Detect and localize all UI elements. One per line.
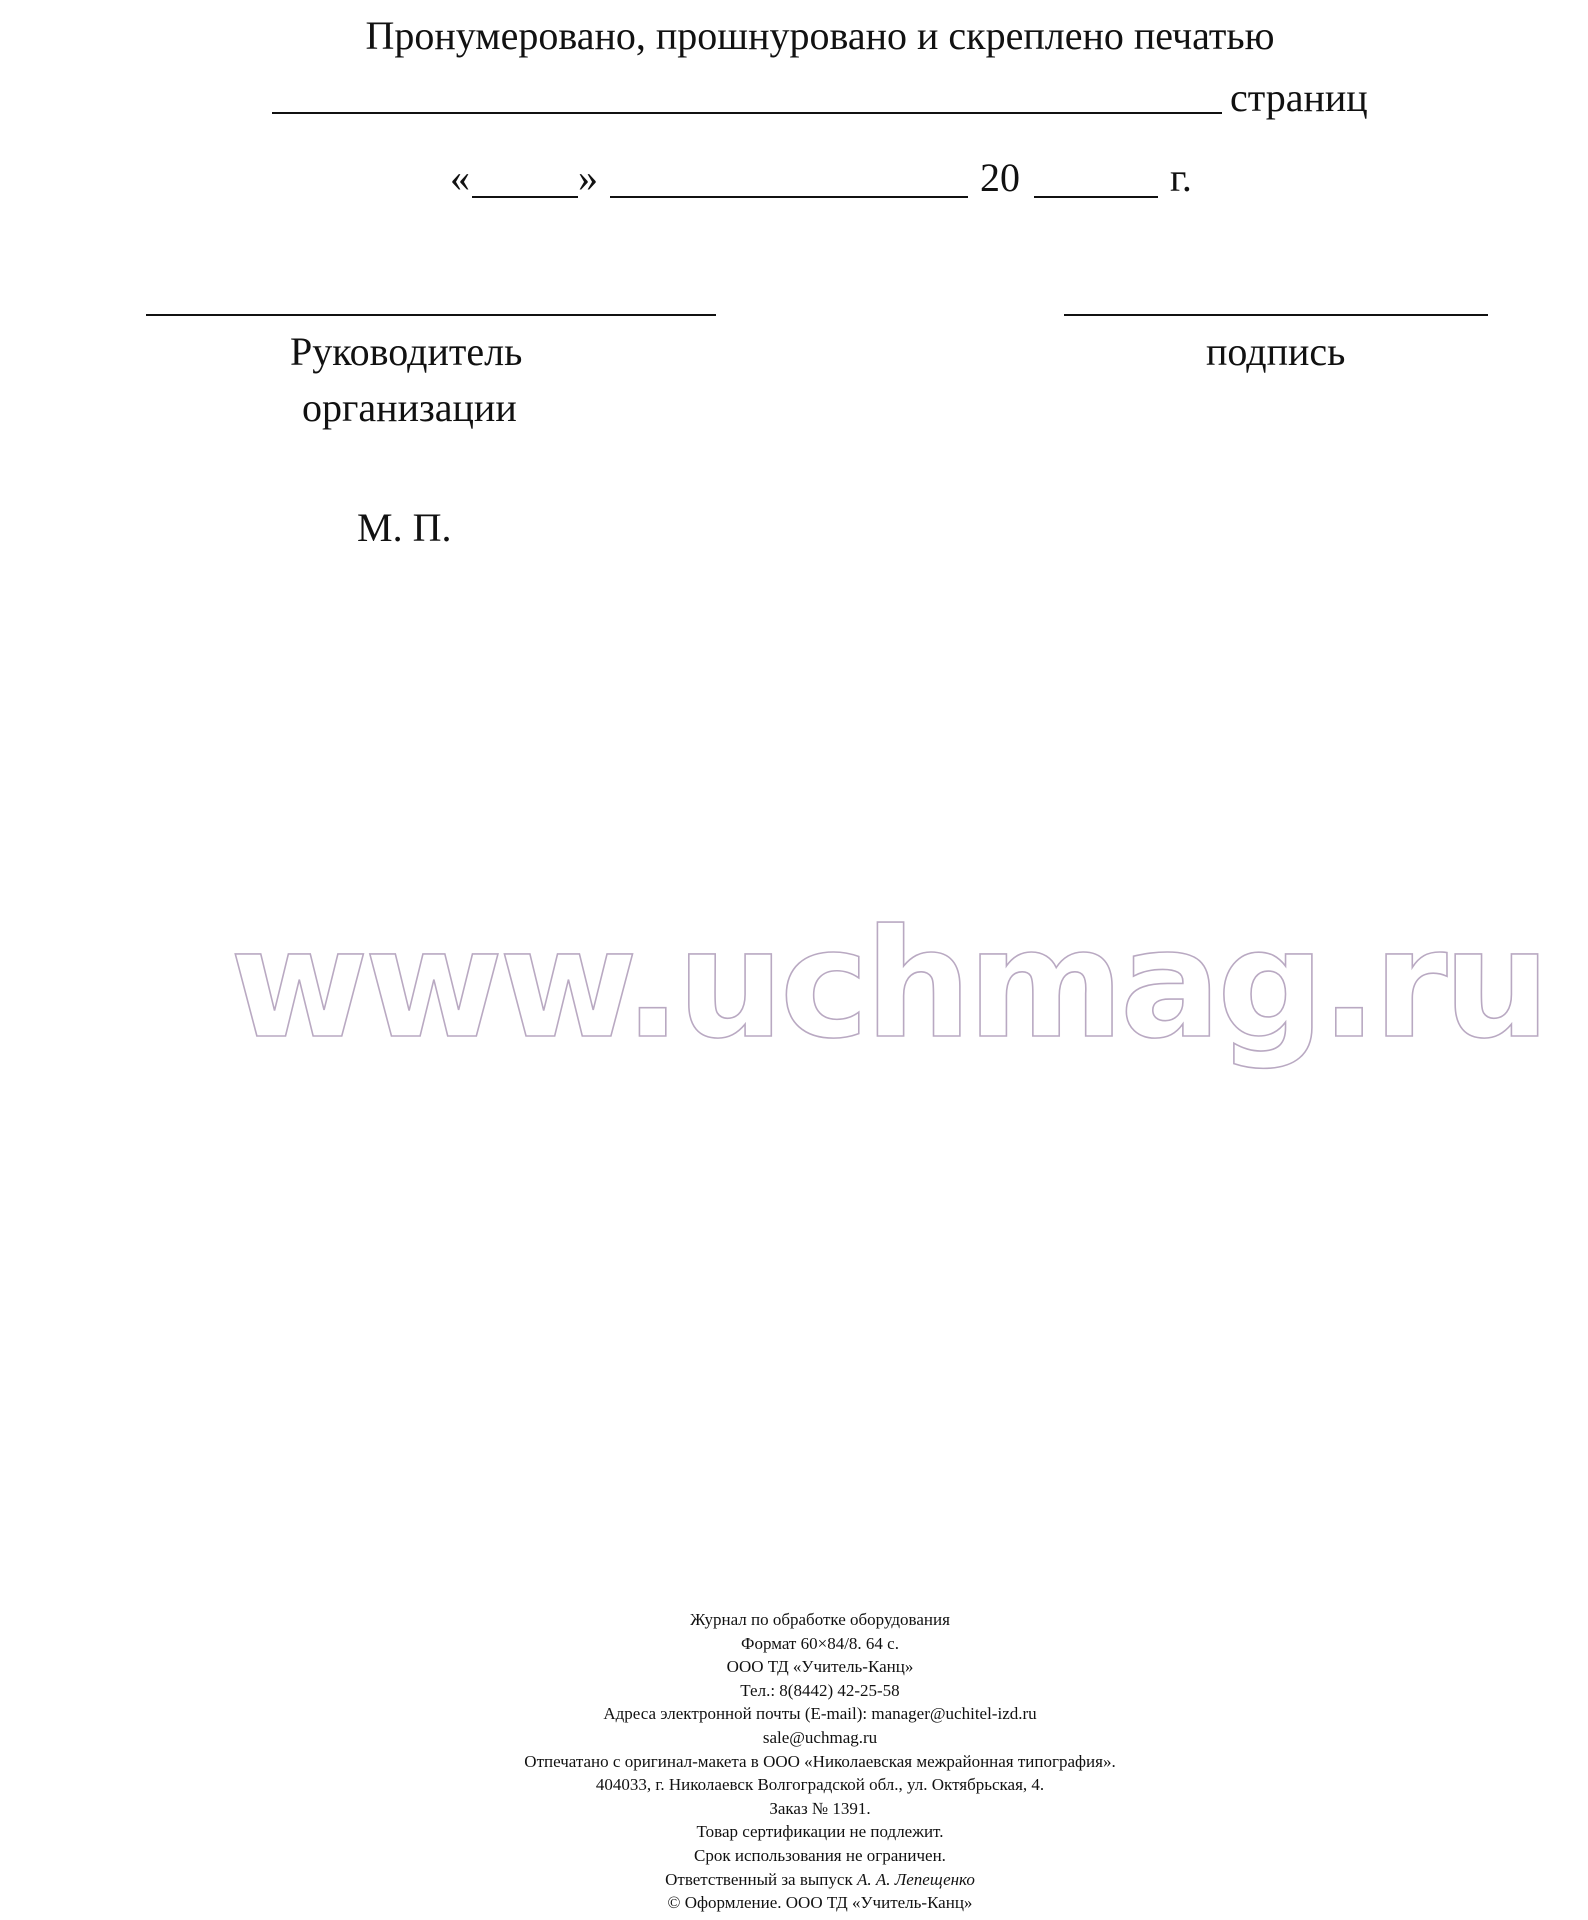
imprint-line: Заказ № 1391. (769, 1798, 871, 1818)
imprint-responsible (0, 1868, 1588, 1892)
watermark: www.uchmag.ru (230, 898, 1547, 1072)
year-suffix: г. (1170, 155, 1192, 200)
imprint-line: Тел.: 8(8442) 42-25-58 (740, 1680, 900, 1700)
head-label-line1: Руководитель (290, 329, 523, 374)
imprint-line: 404033, г. Николаевск Волгоградской обл., ул. Октябрьская, 4. (595, 1775, 1045, 1795)
head-of-organization-label (290, 329, 570, 430)
month-blank-line (610, 196, 968, 198)
responsible-prefix: Ответственный за выпуск (665, 1869, 853, 1889)
stamp-place-label: М. П. (357, 505, 452, 550)
date-open-quote: « (450, 155, 470, 200)
imprint-line: ООО ТД «Учитель-Канц» (726, 1657, 914, 1677)
responsible-name: А. А. Лепещенко (856, 1869, 975, 1889)
day-blank-line (472, 196, 578, 198)
date-close-quote: » (578, 155, 598, 200)
imprint-block (0, 1608, 1588, 1915)
imprint-line: Срок использования не ограничен. (694, 1845, 946, 1865)
imprint-line: Товар сертификации не подлежит. (696, 1822, 944, 1842)
signature-line (1064, 314, 1488, 316)
imprint-line: Отпечатано с оригинал-макета в ООО «Николаевская межрайонная типография». (524, 1751, 1116, 1771)
head-signature-line (146, 314, 716, 316)
imprint-line: Адреса электронной почты (E-mail): manager@uchitel-izd.ru (603, 1704, 1037, 1724)
year-blank-line (1034, 196, 1158, 198)
date-row (0, 155, 1588, 208)
pages-count-blank-line (272, 112, 1222, 114)
imprint-line: Журнал по обработке оборудования (690, 1610, 950, 1629)
pages-word: страниц (1230, 75, 1368, 120)
certification-title: Пронумеровано, прошнуровано и скреплено печатью (365, 13, 1275, 58)
imprint-design: © Оформление. ООО ТД «Учитель-Канц» (667, 1893, 973, 1913)
signature-label: подпись (1206, 329, 1346, 374)
imprint-line: Формат 60×84/8. 64 с. (741, 1633, 899, 1653)
date-century: 20 (980, 155, 1020, 200)
head-label-line2: организации (302, 385, 517, 430)
imprint-line: sale@uchmag.ru (762, 1727, 878, 1747)
